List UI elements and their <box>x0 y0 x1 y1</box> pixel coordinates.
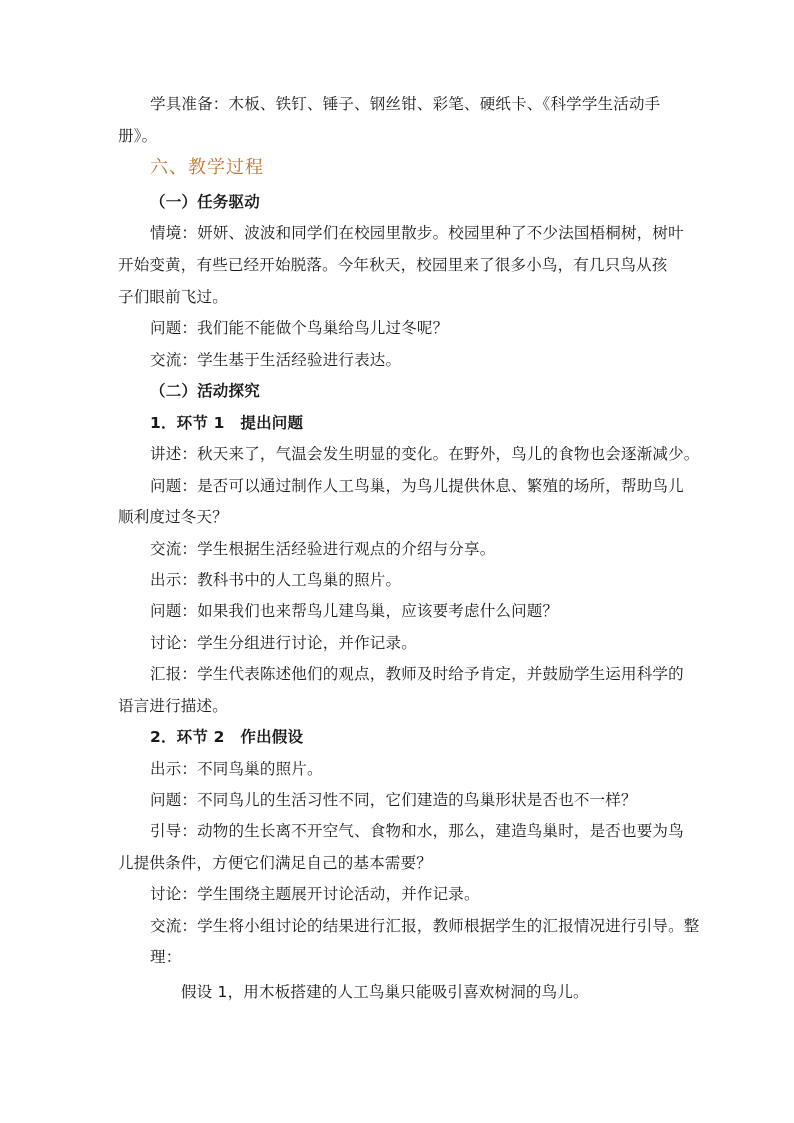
hypothesis-1: 假设 1，用木板搭建的人工鸟巢只能吸引喜欢树洞的鸟儿。 <box>181 983 589 1001</box>
step1-report-line-2: 语言进行描述。 <box>118 697 228 715</box>
step2-discuss: 讨论：学生围绕主题展开讨论活动，并作记录。 <box>150 885 480 903</box>
step1-narrate: 讲述：秋天来了，气温会发生明显的变化。在野外，鸟儿的食物也会逐渐减少。 <box>150 445 700 463</box>
step2-guide-line-1: 引导：动物的生长离不开空气、食物和水，那么，建造鸟巢时，是否也要为鸟 <box>150 822 684 840</box>
step2-exchange-line-2: 理： <box>150 948 182 966</box>
step2-show: 出示：不同鸟巢的照片。 <box>150 760 323 778</box>
situation-line-1: 情境：妍妍、波波和同学们在校园里散步。校园里种了不少法国梧桐树，树叶 <box>150 224 684 242</box>
step1-show: 出示：教科书中的人工鸟巢的照片。 <box>150 571 402 589</box>
subheading-task-driven: （一）任务驱动 <box>150 193 260 211</box>
question-paragraph: 问题：我们能不能做个鸟巢给鸟儿过冬呢？ <box>150 319 449 337</box>
step2-question: 问题：不同鸟儿的生活习性不同，它们建造的鸟巢形状是否也不一样？ <box>150 791 637 809</box>
step1-discuss: 讨论：学生分组进行讨论，并作记录。 <box>150 634 417 652</box>
situation-line-3: 子们眼前飞过。 <box>118 288 228 306</box>
step1-exchange: 交流：学生根据生活经验进行观点的介绍与分享。 <box>150 540 496 558</box>
prep-line-1: 学具准备：木板、铁钉、锤子、钢丝钳、彩笔、硬纸卡、《科学学生活动手 <box>150 95 661 113</box>
step1-question-line-2: 顺利度过冬天？ <box>118 508 228 526</box>
step1-question-line-1: 问题：是否可以通过制作人工鸟巢，为鸟儿提供休息、繁殖的场所，帮助鸟儿 <box>150 477 684 495</box>
step1-question-2: 问题：如果我们也来帮鸟儿建鸟巢，应该要考虑什么问题？ <box>150 602 559 620</box>
situation-line-2: 开始变黄，有些已经开始脱落。今年秋天，校园里来了很多小鸟，有几只鸟从孩 <box>118 256 668 274</box>
step2-title: 2．环节 2 作出假设 <box>150 728 304 746</box>
prep-line-2: 册》。 <box>118 127 158 145</box>
step1-title: 1．环节 1 提出问题 <box>150 414 304 432</box>
step2-guide-line-2: 儿提供条件，方便它们满足自己的基本需要？ <box>118 854 433 872</box>
step1-report-line-1: 汇报：学生代表陈述他们的观点，教师及时给予肯定，并鼓励学生运用科学的 <box>150 665 684 683</box>
step2-exchange-line-1: 交流：学生将小组讨论的结果进行汇报，教师根据学生的汇报情况进行引导。整 <box>150 917 700 935</box>
exchange-paragraph: 交流：学生基于生活经验进行表达。 <box>150 351 402 369</box>
section-heading-teaching-process: 六、教学过程 <box>150 157 264 178</box>
subheading-activity-inquiry: （二）活动探究 <box>150 382 260 400</box>
